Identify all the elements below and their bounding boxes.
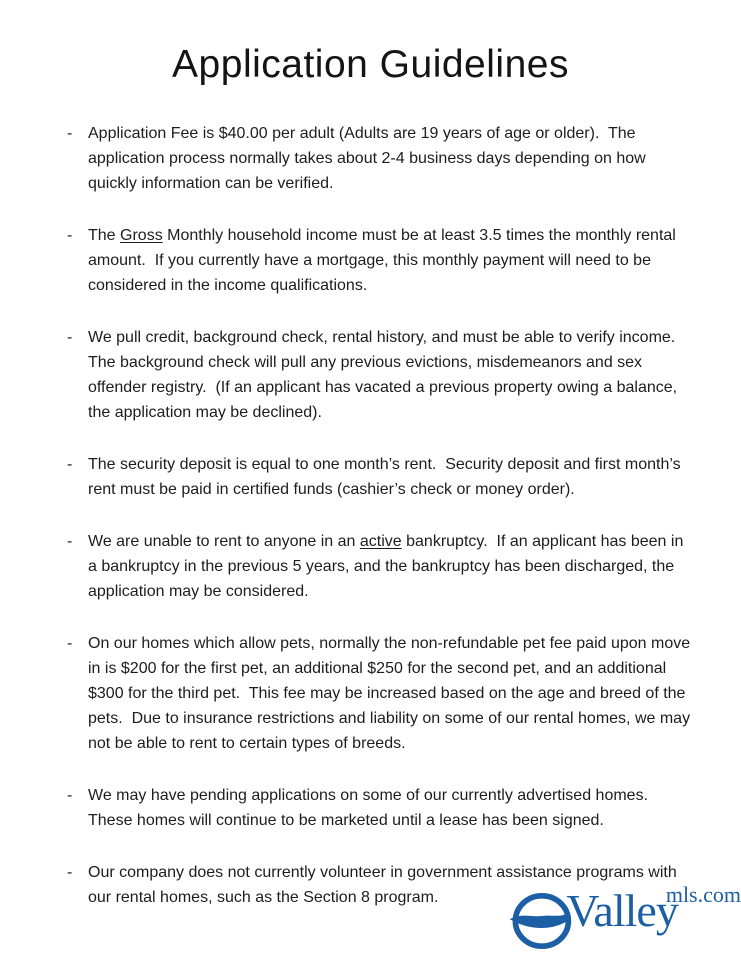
valley-circle-icon — [508, 892, 572, 950]
bullet-text: On our homes which allow pets, normally the non-refundable pet fee paid upon move in is $200 for the first pet, an additional $250 for the second pet, and an additional $300 for the third pet. This fee may be increased based on the age and breed of the pets. Due to insurance restrictions and liability on some of our rental homes, we may not be able to rent to certain types of breeds. — [88, 634, 695, 752]
bullet-dash: - — [67, 786, 73, 804]
logo-brand-text: Valley — [566, 885, 678, 936]
list-item — [67, 452, 697, 502]
list-item — [67, 631, 697, 756]
logo-text — [566, 884, 741, 934]
list-item — [67, 223, 697, 298]
logo-suffix-text: mls.com — [665, 882, 741, 907]
bullet-dash: - — [67, 863, 73, 881]
bullet-text: The security deposit is equal to one month’s rent. Security deposit and first month’s rent must be paid in certified funds (cashier’s check or money order). — [88, 455, 686, 498]
bullet-text: Application Fee is $40.00 per adult (Adults are 19 years of age or older). The application process normally takes about 2-4 business days depending on how quickly information can be verified. — [88, 124, 651, 192]
bullet-dash: - — [67, 532, 73, 550]
bullet-text: The Gross Monthly household income must be at least 3.5 times the monthly rental amount. If you currently have a mortgage, this monthly payment will need to be considered in the income qualifications. — [88, 226, 681, 294]
list-item — [67, 529, 697, 604]
bullet-dash: - — [67, 634, 73, 652]
bullet-text: We are unable to rent to anyone in an active bankruptcy. If an applicant has been in a bankruptcy in the previous 5 years, and the bankruptcy has been discharged, the application may be considered. — [88, 532, 688, 600]
guidelines-list — [0, 121, 741, 910]
bullet-text: We may have pending applications on some of our currently advertised homes. These homes will continue to be marketed until a lease has been signed. — [88, 786, 653, 829]
bullet-dash: - — [67, 124, 73, 142]
bullet-dash: - — [67, 328, 73, 346]
page-title: Application Guidelines — [172, 43, 569, 86]
bullet-dash: - — [67, 226, 73, 244]
list-item — [67, 325, 697, 425]
valleymls-logo — [508, 884, 741, 950]
list-item — [67, 121, 697, 196]
bullet-text: Our company does not currently volunteer in government assistance programs with our rental homes, such as the Section 8 program. — [88, 863, 682, 906]
list-item — [67, 783, 697, 833]
bullet-dash: - — [67, 455, 73, 473]
bullet-text: We pull credit, background check, rental history, and must be able to verify income. The background check will pull any previous evictions, misdemeanors and sex offender registry. (If an applicant has vacated a previous property owing a balance, the application may be declined). — [88, 328, 684, 421]
